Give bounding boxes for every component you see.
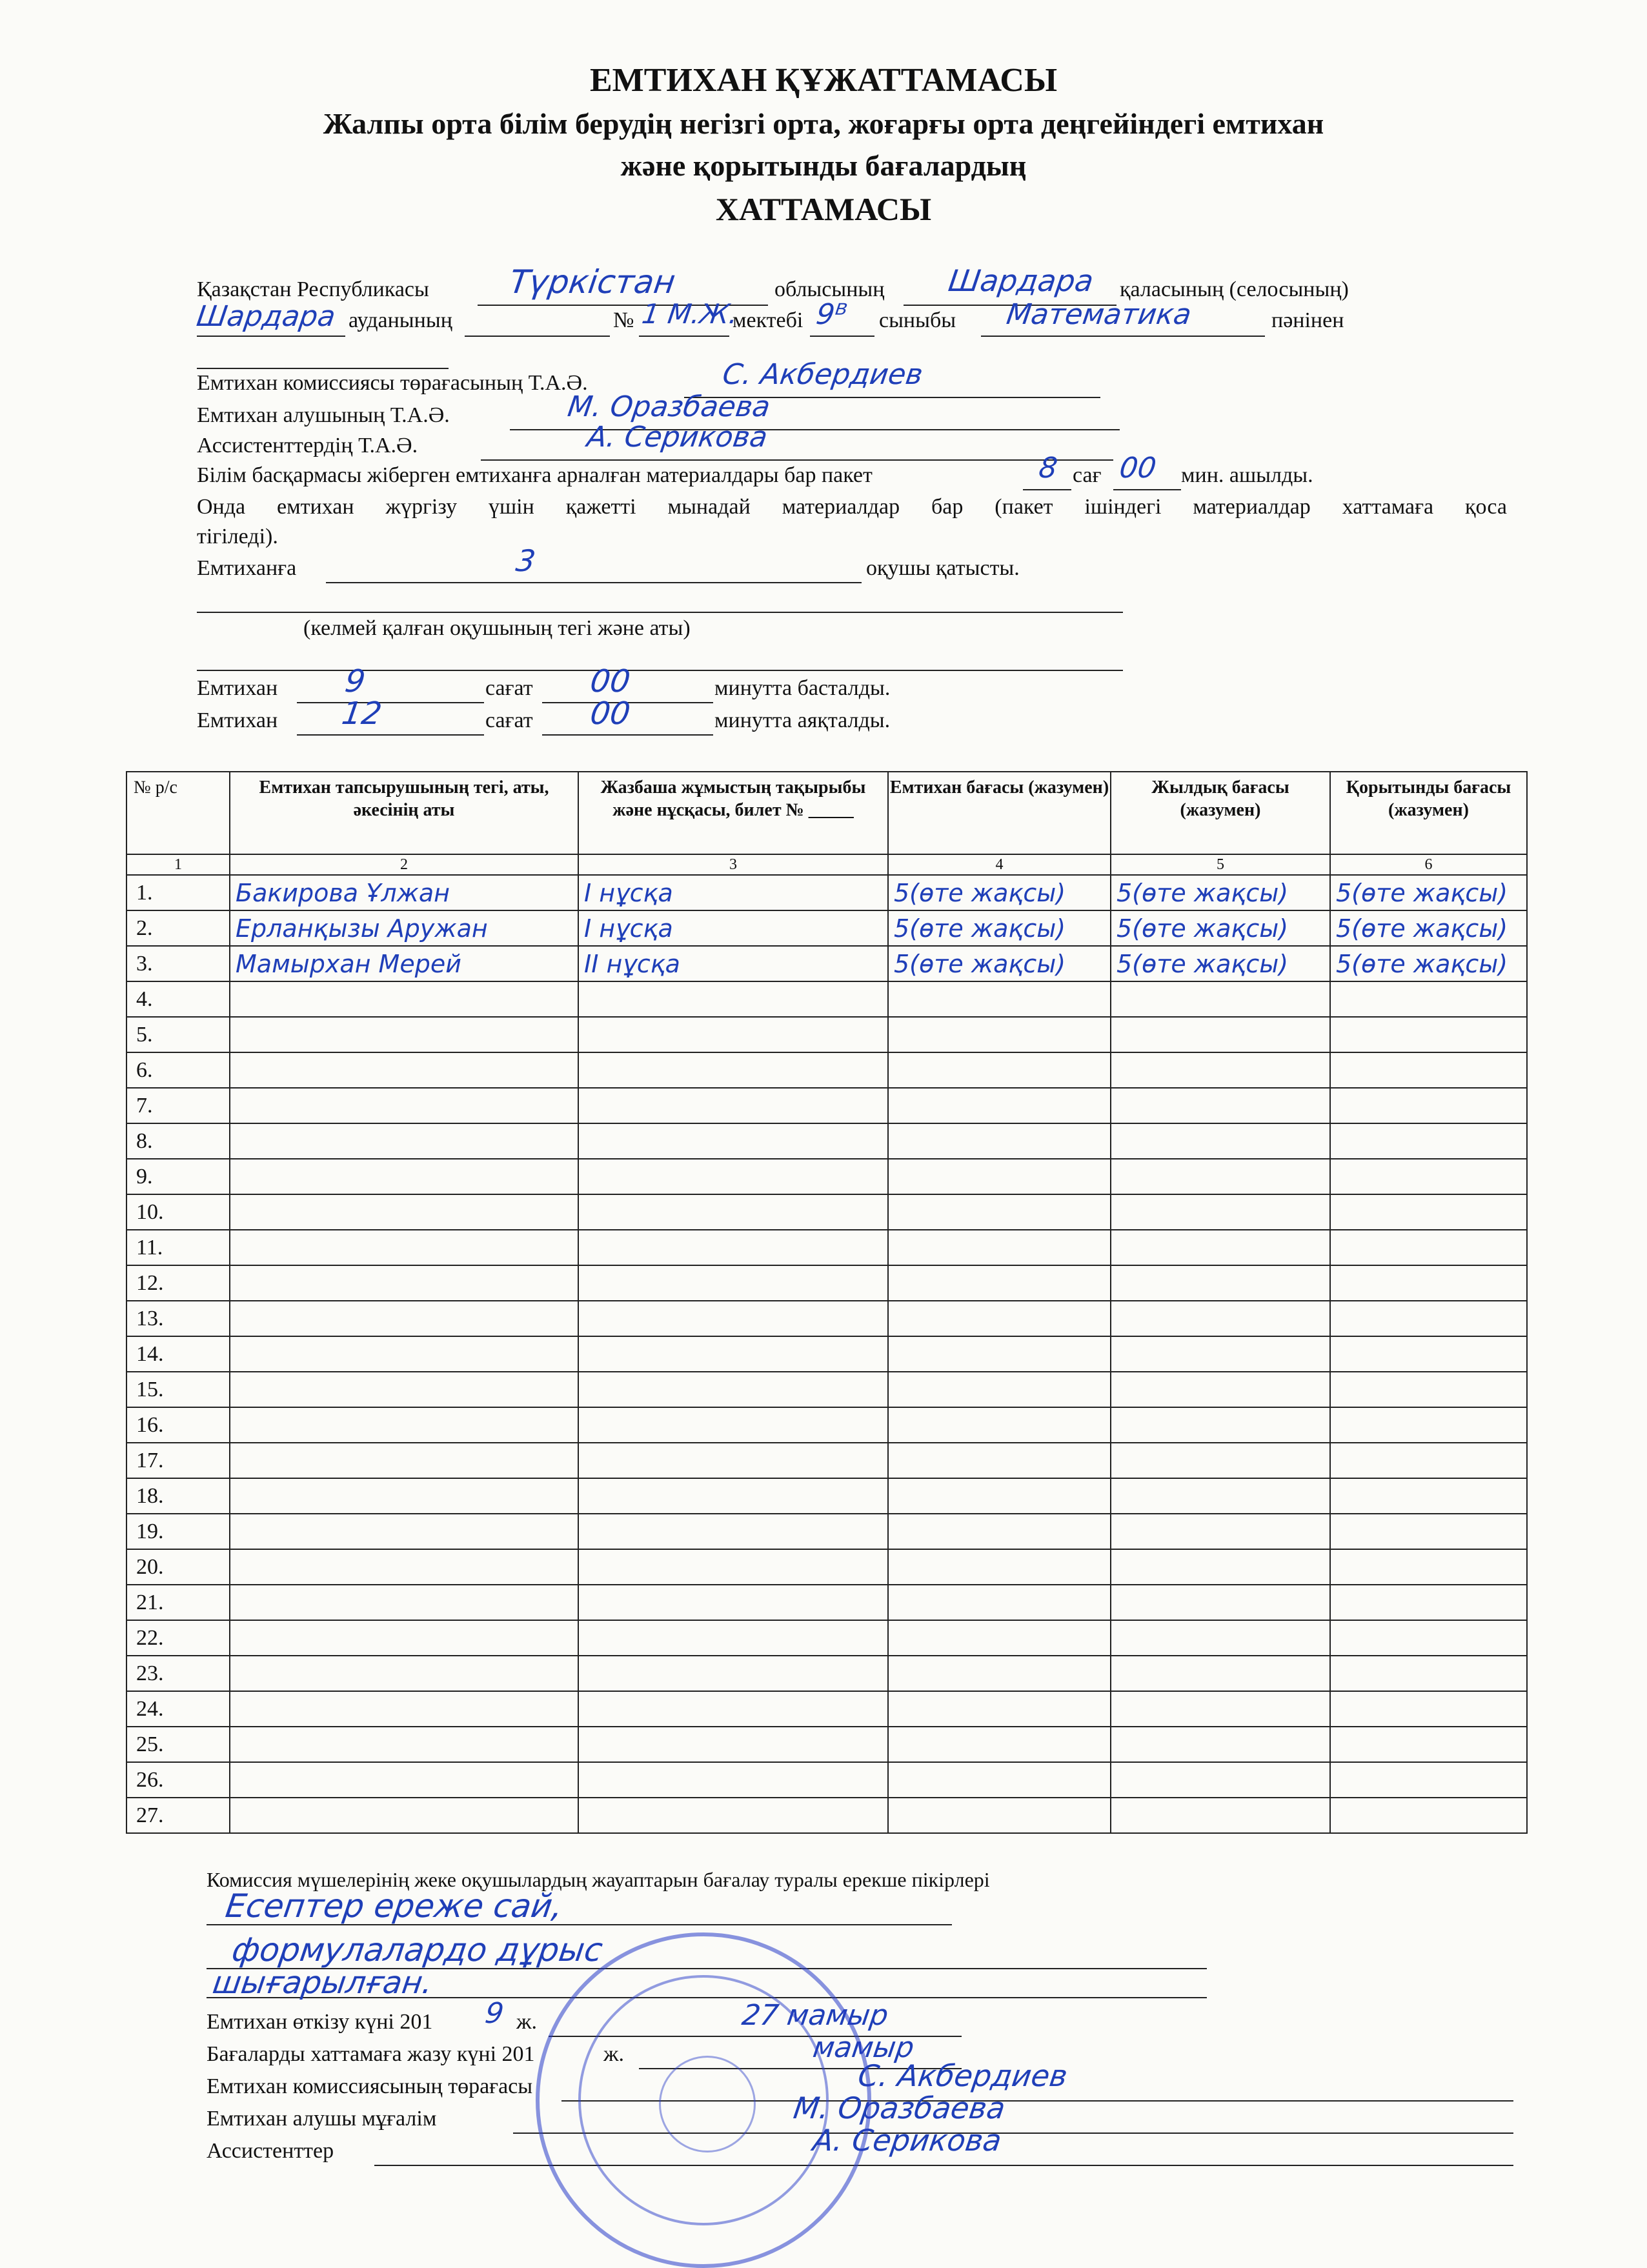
table-row xyxy=(126,1088,1527,1123)
student-name-cell xyxy=(230,1691,578,1727)
exam-grade-cell xyxy=(888,1620,1111,1656)
student-name-cell xyxy=(230,946,578,981)
grades-date-suffix: ж. xyxy=(603,2042,624,2066)
work-variant-cell xyxy=(578,1798,888,1833)
district-blank xyxy=(197,336,345,337)
attendance-label: Емтиханға xyxy=(197,556,297,580)
opinion-line-2: формулалардо дұрыс xyxy=(229,1931,605,1969)
annual-grade-cell xyxy=(1111,875,1330,910)
work-variant-cell xyxy=(578,910,888,946)
col-header-final-grade: Қорытынды бағасы (жазумен) xyxy=(1330,772,1527,854)
grades-date-label: Бағаларды хаттамаға жазу күні 201 xyxy=(207,2042,535,2066)
student-name-cell xyxy=(230,1443,578,1478)
assist-sign-label: Ассистенттер xyxy=(207,2139,334,2163)
annual-grade: 5(өте жақсы) xyxy=(1117,878,1289,907)
exam-grade-cell xyxy=(888,1230,1111,1265)
table-row xyxy=(126,910,1527,946)
col-header-name: Емтихан тапсырушының тегі, аты, әкесінің аты xyxy=(230,772,578,854)
district-label: ауданының xyxy=(349,308,452,332)
student-name: Ерланқызы Аружан xyxy=(236,914,488,943)
final-grade-cell xyxy=(1330,1691,1527,1727)
packet-min: 00 xyxy=(1117,452,1158,485)
col-number: 3 xyxy=(578,854,888,875)
table-row xyxy=(126,1372,1527,1407)
row-number-cell: 20. xyxy=(126,1549,230,1585)
exam-grade-cell xyxy=(888,1727,1111,1762)
row-number-cell: 6. xyxy=(126,1052,230,1088)
packet-min-label: мин. ашылды. xyxy=(1181,463,1313,487)
final-grade-cell xyxy=(1330,1301,1527,1336)
row-number-cell: 8. xyxy=(126,1123,230,1159)
exam-grade-cell xyxy=(888,1656,1111,1691)
student-name-cell xyxy=(230,1656,578,1691)
work-variant-cell xyxy=(578,1052,888,1088)
end-min: 00 xyxy=(588,696,633,732)
final-grade-cell xyxy=(1330,1727,1527,1762)
final-grade-cell xyxy=(1330,1088,1527,1123)
work-variant-cell xyxy=(578,1159,888,1194)
table-row xyxy=(126,946,1527,981)
row-number-cell: 13. xyxy=(126,1301,230,1336)
annual-grade-cell xyxy=(1111,1407,1330,1443)
row-number-cell: 21. xyxy=(126,1585,230,1620)
grade-label: сыныбы xyxy=(879,308,956,332)
table-row xyxy=(126,1549,1527,1585)
student-name: Мамырхан Мерей xyxy=(236,949,461,978)
end-hour-blank xyxy=(297,734,484,736)
student-name-cell xyxy=(230,1194,578,1230)
row-number-cell: 19. xyxy=(126,1514,230,1549)
table-row xyxy=(126,981,1527,1017)
final-grade: 5(өте жақсы) xyxy=(1336,949,1508,978)
annual-grade-cell xyxy=(1111,1727,1330,1762)
district-value: Шардара xyxy=(194,300,338,333)
annual-grade-cell xyxy=(1111,1159,1330,1194)
student-name-cell xyxy=(230,1514,578,1549)
work-variant-cell xyxy=(578,1727,888,1762)
annual-grade-cell xyxy=(1111,1443,1330,1478)
chair-sign-label: Емтихан комиссиясының төрағасы xyxy=(207,2074,533,2098)
start-hour-blank xyxy=(297,702,484,703)
row-number-cell: 2. xyxy=(126,910,230,946)
table-row xyxy=(126,875,1527,910)
row-number-cell: 26. xyxy=(126,1762,230,1798)
col-header-annual-grade: Жылдық бағасы (жазумен) xyxy=(1111,772,1330,854)
row-number-cell: 24. xyxy=(126,1691,230,1727)
start-min: 00 xyxy=(588,663,633,699)
student-name-cell xyxy=(230,1301,578,1336)
table-row xyxy=(126,1691,1527,1727)
annual-grade-cell xyxy=(1111,1088,1330,1123)
exam-grade-cell xyxy=(888,1194,1111,1230)
document-subtitle-1: Жалпы орта білім берудің негізгі орта, жоғарғы орта деңгейіндегі емтихан xyxy=(323,107,1324,140)
packet-text: Білім басқармасы жіберген емтиханға арналған материалдары бар пакет xyxy=(197,463,873,487)
work-variant-cell xyxy=(578,1265,888,1301)
final-grade-cell xyxy=(1330,946,1527,981)
exam-grade-cell xyxy=(888,1585,1111,1620)
final-grade-cell xyxy=(1330,1052,1527,1088)
student-name-cell xyxy=(230,1585,578,1620)
annual-grade: 5(өте жақсы) xyxy=(1117,949,1289,978)
table-row xyxy=(126,1123,1527,1159)
col-header-topic: Жазбаша жұмыстың тақырыбы және нұсқасы, билет № _____ xyxy=(578,772,888,854)
row-number-cell: 3. xyxy=(126,946,230,981)
subject-label: пәнінен xyxy=(1271,308,1344,332)
student-name-cell xyxy=(230,1372,578,1407)
packet-hour: 8 xyxy=(1036,452,1060,485)
school-no-label: № xyxy=(613,308,634,332)
exam-grade-cell xyxy=(888,1159,1111,1194)
exam-date-hw: 27 мамыр xyxy=(740,1999,891,2032)
annual-grade-cell xyxy=(1111,1194,1330,1230)
exam-grade-cell xyxy=(888,1088,1111,1123)
col-number: 5 xyxy=(1111,854,1330,875)
exam-grade-cell xyxy=(888,946,1111,981)
final-grade-cell xyxy=(1330,1123,1527,1159)
table-row xyxy=(126,1656,1527,1691)
student-name: Бакирова Ұлжан xyxy=(236,878,450,907)
grades-table xyxy=(126,771,1528,1834)
work-variant-cell xyxy=(578,1514,888,1549)
chair-sign-hw: С. Акбердиев xyxy=(856,2058,1070,2093)
work-variant-cell xyxy=(578,1230,888,1265)
assist-sign-blank xyxy=(374,2165,1513,2166)
student-name-cell xyxy=(230,1265,578,1301)
official-seal xyxy=(536,1932,871,2268)
final-grade-cell xyxy=(1330,1336,1527,1372)
annual-grade-cell xyxy=(1111,1301,1330,1336)
work-variant-cell xyxy=(578,981,888,1017)
exam-grade-cell xyxy=(888,1301,1111,1336)
annual-grade-cell xyxy=(1111,1620,1330,1656)
work-variant-cell xyxy=(578,1372,888,1407)
student-name-cell xyxy=(230,1407,578,1443)
col-number: 1 xyxy=(126,854,230,875)
col-header-exam-grade: Емтихан бағасы (жазумен) xyxy=(888,772,1111,854)
grades-date-hw: мамыр xyxy=(811,2031,916,2064)
grade-blank xyxy=(810,336,874,337)
final-grade-cell xyxy=(1330,1407,1527,1443)
work-variant-cell xyxy=(578,1691,888,1727)
work-variant-cell xyxy=(578,1762,888,1798)
row-number-cell: 27. xyxy=(126,1798,230,1833)
annual-grade-cell xyxy=(1111,1372,1330,1407)
grade-value: 9ᴮ xyxy=(814,298,849,331)
row-number-cell: 7. xyxy=(126,1088,230,1123)
annual-grade-cell xyxy=(1111,1691,1330,1727)
district-extra-blank xyxy=(465,336,610,337)
subject-blank xyxy=(981,336,1265,337)
row-number-cell: 23. xyxy=(126,1656,230,1691)
chair-value: С. Акбердиев xyxy=(720,358,925,391)
exam-grade-cell xyxy=(888,1336,1111,1372)
student-name-cell xyxy=(230,1478,578,1514)
work-variant-cell xyxy=(578,1301,888,1336)
chair-label: Емтихан комиссиясы төрағасының Т.А.Ә. xyxy=(197,371,588,395)
student-name-cell xyxy=(230,910,578,946)
annual-grade-cell xyxy=(1111,1585,1330,1620)
work-variant-cell xyxy=(578,1620,888,1656)
absent-blank xyxy=(197,612,1123,613)
work-variant-cell xyxy=(578,875,888,910)
student-name-cell xyxy=(230,1762,578,1798)
final-grade-cell xyxy=(1330,981,1527,1017)
exam-date-suffix: ж. xyxy=(516,2010,537,2034)
exam-date-year: 9 xyxy=(483,1997,506,2030)
row-number-cell: 1. xyxy=(126,875,230,910)
exam-grade-cell xyxy=(888,875,1111,910)
col-number: 4 xyxy=(888,854,1111,875)
col-header-no: № р/с xyxy=(126,772,230,854)
student-name-cell xyxy=(230,981,578,1017)
final-grade: 5(өте жақсы) xyxy=(1336,914,1508,943)
annual-grade-cell xyxy=(1111,1123,1330,1159)
examiner-label: Емтихан алушының Т.А.Ә. xyxy=(197,403,450,427)
annual-grade-cell xyxy=(1111,1656,1330,1691)
student-name-cell xyxy=(230,875,578,910)
start-hour-label: сағат xyxy=(485,676,533,700)
row-number-cell: 14. xyxy=(126,1336,230,1372)
student-name-cell xyxy=(230,1336,578,1372)
region-value: Түркістан xyxy=(507,263,678,301)
annual-grade-cell xyxy=(1111,946,1330,981)
work-variant-cell xyxy=(578,1088,888,1123)
work-variant: II нұсқа xyxy=(584,949,680,978)
exam-grade-cell xyxy=(888,1372,1111,1407)
final-grade-cell xyxy=(1330,1478,1527,1514)
city-label: қаласының (селосының) xyxy=(1120,277,1349,301)
exam-grade-cell xyxy=(888,1052,1111,1088)
final-grade-cell xyxy=(1330,1762,1527,1798)
table-row xyxy=(126,1265,1527,1301)
exam-grade-cell xyxy=(888,1443,1111,1478)
annual-grade-cell xyxy=(1111,1798,1330,1833)
materials-text-2: тігіледі). xyxy=(197,525,278,548)
annual-grade-cell xyxy=(1111,1017,1330,1052)
table-header-row xyxy=(126,772,1527,854)
row-number-cell: 18. xyxy=(126,1478,230,1514)
end-hour: 12 xyxy=(339,696,385,732)
work-variant-cell xyxy=(578,1656,888,1691)
final-grade-cell xyxy=(1330,875,1527,910)
start-hour: 9 xyxy=(343,663,368,699)
annual-grade-cell xyxy=(1111,1265,1330,1301)
republic-label: Қазақстан Республикасы xyxy=(197,277,429,301)
exam-grade-cell xyxy=(888,1017,1111,1052)
row-number-cell: 9. xyxy=(126,1159,230,1194)
column-number-row xyxy=(126,854,1527,875)
annual-grade-cell xyxy=(1111,1336,1330,1372)
final-grade: 5(өте жақсы) xyxy=(1336,878,1508,907)
table-row xyxy=(126,1159,1527,1194)
row-number-cell: 12. xyxy=(126,1265,230,1301)
annual-grade-cell xyxy=(1111,1514,1330,1549)
table-row xyxy=(126,1194,1527,1230)
final-grade-cell xyxy=(1330,1194,1527,1230)
end-suffix: минутта аяқталды. xyxy=(714,708,891,732)
table-row xyxy=(126,1514,1527,1549)
final-grade-cell xyxy=(1330,1265,1527,1301)
exam-grade-cell xyxy=(888,1691,1111,1727)
document-subtitle-2: және қорытынды бағалардың xyxy=(620,149,1027,182)
exam-start-label: Емтихан xyxy=(197,676,278,700)
row-number-cell: 15. xyxy=(126,1372,230,1407)
table-row xyxy=(126,1301,1527,1336)
exam-grade-cell xyxy=(888,1514,1111,1549)
annual-grade-cell xyxy=(1111,1478,1330,1514)
seal-emblem xyxy=(659,2056,756,2153)
annual-grade-cell xyxy=(1111,1549,1330,1585)
work-variant-cell xyxy=(578,1585,888,1620)
exam-grade: 5(өте жақсы) xyxy=(894,949,1066,978)
assistants-blank xyxy=(481,459,1113,461)
row-number-cell: 25. xyxy=(126,1727,230,1762)
student-name-cell xyxy=(230,1159,578,1194)
assistants-value: А. Серикова xyxy=(585,421,770,454)
work-variant-cell xyxy=(578,1017,888,1052)
row-number-cell: 16. xyxy=(126,1407,230,1443)
annual-grade-cell xyxy=(1111,1230,1330,1265)
school-value: 1 М.Ж. xyxy=(640,298,740,330)
exam-grade-cell xyxy=(888,1478,1111,1514)
exam-grade-cell xyxy=(888,1549,1111,1585)
exam-grade-cell xyxy=(888,1762,1111,1798)
row-number-cell: 4. xyxy=(126,981,230,1017)
student-name-cell xyxy=(230,1123,578,1159)
attendance-blank xyxy=(326,582,862,583)
student-name-cell xyxy=(230,1088,578,1123)
school-blank xyxy=(639,336,729,337)
attendance-value: 3 xyxy=(514,543,538,578)
table-row xyxy=(126,1230,1527,1265)
work-variant-cell xyxy=(578,1336,888,1372)
work-variant-cell xyxy=(578,1123,888,1159)
col-number: 6 xyxy=(1330,854,1527,875)
teacher-sign-hw: М. Оразбаева xyxy=(791,2091,1007,2125)
exam-date-label: Емтихан өткізу күні 201 xyxy=(207,2010,433,2034)
exam-grade-cell xyxy=(888,1407,1111,1443)
subject-value: Математика xyxy=(1004,298,1194,331)
student-name-cell xyxy=(230,1620,578,1656)
col-number: 2 xyxy=(230,854,578,875)
row-number-cell: 11. xyxy=(126,1230,230,1265)
annual-grade-cell xyxy=(1111,1762,1330,1798)
final-grade-cell xyxy=(1330,1798,1527,1833)
packet-hour-label: сағ xyxy=(1073,463,1102,487)
final-grade-cell xyxy=(1330,1230,1527,1265)
exam-grade-cell xyxy=(888,910,1111,946)
final-grade-cell xyxy=(1330,1549,1527,1585)
exam-grade: 5(өте жақсы) xyxy=(894,878,1066,907)
table-row xyxy=(126,1407,1527,1443)
final-grade-cell xyxy=(1330,1017,1527,1052)
row-number-cell: 17. xyxy=(126,1443,230,1478)
table-row xyxy=(126,1443,1527,1478)
work-variant-cell xyxy=(578,1407,888,1443)
row-number-cell: 5. xyxy=(126,1017,230,1052)
packet-hour-blank xyxy=(1023,489,1071,490)
attendance-suffix: оқушы қатысты. xyxy=(866,556,1020,580)
packet-min-blank xyxy=(1113,489,1181,490)
student-name-cell xyxy=(230,1017,578,1052)
work-variant-cell xyxy=(578,1194,888,1230)
assist-sign-hw: А. Серикова xyxy=(811,2123,1004,2158)
opinion-line-3: шығарылған. xyxy=(210,1965,435,2001)
work-variant-cell xyxy=(578,1549,888,1585)
table-row xyxy=(126,1478,1527,1514)
student-name-cell xyxy=(230,1798,578,1833)
student-name-cell xyxy=(230,1052,578,1088)
end-hour-label: сағат xyxy=(485,708,533,732)
final-grade-cell xyxy=(1330,910,1527,946)
final-grade-cell xyxy=(1330,1585,1527,1620)
table-row xyxy=(126,1727,1527,1762)
exam-grade-cell xyxy=(888,1265,1111,1301)
student-name-cell xyxy=(230,1230,578,1265)
table-row xyxy=(126,1798,1527,1833)
table-row xyxy=(126,1052,1527,1088)
work-variant-cell xyxy=(578,1443,888,1478)
exam-grade-cell xyxy=(888,1798,1111,1833)
final-grade-cell xyxy=(1330,1159,1527,1194)
work-variant-cell xyxy=(578,946,888,981)
student-name-cell xyxy=(230,1549,578,1585)
annual-grade-cell xyxy=(1111,910,1330,946)
work-variant: I нұсқа xyxy=(584,878,673,907)
final-grade-cell xyxy=(1330,1372,1527,1407)
assistants-label: Ассистенттердің Т.А.Ә. xyxy=(197,434,418,457)
materials-text-1: Онда емтихан жүргізу үшін қажетті мынадай материалдар бар (пакет ішіндегі материалдар хаттамаға қоса xyxy=(197,495,1507,519)
student-name-cell xyxy=(230,1727,578,1762)
final-grade-cell xyxy=(1330,1514,1527,1549)
annual-grade-cell xyxy=(1111,981,1330,1017)
annual-grade-cell xyxy=(1111,1052,1330,1088)
final-grade-cell xyxy=(1330,1443,1527,1478)
table-row xyxy=(126,1017,1527,1052)
continuation-blank xyxy=(197,368,449,369)
exam-grade-cell xyxy=(888,981,1111,1017)
final-grade-cell xyxy=(1330,1620,1527,1656)
start-suffix: минутта басталды. xyxy=(714,676,891,700)
table-row xyxy=(126,1336,1527,1372)
opinions-label: Комиссия мүшелерінің жеке оқушылардың жауаптарын бағалау туралы ерекше пікірлері xyxy=(207,1868,990,1891)
annual-grade: 5(өте жақсы) xyxy=(1117,914,1289,943)
document-title: ЕМТИХАН ҚҰЖАТТАМАСЫ xyxy=(589,62,1058,99)
work-variant: I нұсқа xyxy=(584,914,673,943)
city-value: Шардара xyxy=(946,263,1096,298)
exam-grade-cell xyxy=(888,1123,1111,1159)
final-grade-cell xyxy=(1330,1656,1527,1691)
teacher-sign-label: Емтихан алушы мұғалім xyxy=(207,2107,437,2131)
row-number-cell: 22. xyxy=(126,1620,230,1656)
row-number-cell: 10. xyxy=(126,1194,230,1230)
absent-caption: (келмей қалған оқушының тегі және аты) xyxy=(303,616,691,640)
examiner-value: М. Оразбаева xyxy=(565,390,773,423)
region-label: облысының xyxy=(774,277,885,301)
exam-grade: 5(өте жақсы) xyxy=(894,914,1066,943)
document-subtitle-3: ХАТТАМАСЫ xyxy=(715,191,932,227)
absent-blank-2 xyxy=(197,670,1123,671)
opinion-line-1: Есептер ереже сай, xyxy=(223,1887,565,1925)
end-min-blank xyxy=(542,734,713,736)
school-label: мектебі xyxy=(733,308,803,332)
table-row xyxy=(126,1620,1527,1656)
table-row xyxy=(126,1585,1527,1620)
work-variant-cell xyxy=(578,1478,888,1514)
table-row xyxy=(126,1762,1527,1798)
exam-end-label: Емтихан xyxy=(197,708,278,732)
